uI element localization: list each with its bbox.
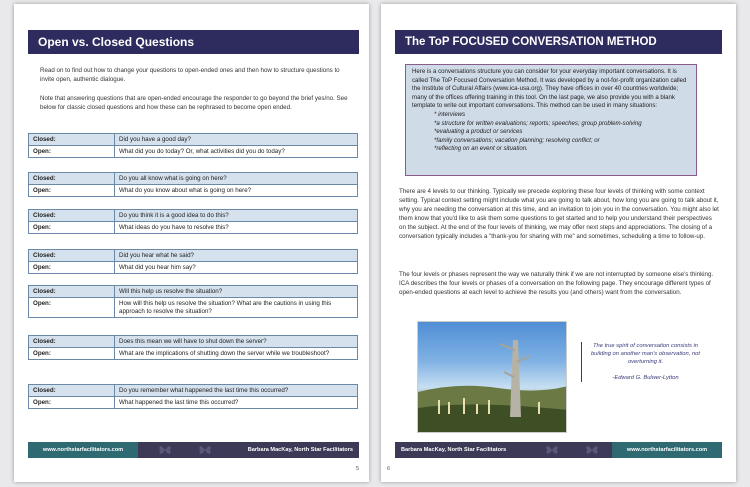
tree-illustration	[418, 322, 567, 433]
situation-list	[412, 111, 690, 154]
closed-label: Closed:	[29, 210, 115, 221]
footer-url[interactable]: www.northstarfacilitators.com	[28, 442, 138, 458]
qa-pair	[28, 133, 358, 158]
left-page	[14, 4, 369, 482]
left-page-title: Open vs. Closed Questions	[28, 30, 359, 54]
list-item: *family conversations; vacation planning; resolving conflict; or	[434, 136, 600, 144]
closed-label: Closed:	[29, 286, 115, 297]
quote-block	[581, 342, 701, 382]
right-page	[381, 4, 736, 482]
list-item: *reflecting on an event or situation.	[434, 145, 528, 153]
qa-pair	[28, 172, 358, 197]
open-question: What do you know about what is going on here?	[119, 186, 252, 194]
butterfly-icon	[158, 443, 172, 457]
qa-pair	[28, 285, 358, 318]
footer-author	[395, 442, 612, 458]
phases-paragraph: The four levels or phases represent the way we naturally think if we are not interrupted by someone else's thinking. ICA describes the four levels or phases of a conversation on the following page. They encourage different types of open-ended questions at each level to achieve the results you (and others) want from the conversation.	[399, 271, 714, 296]
footer-author	[138, 442, 359, 458]
footer-name-text: Barbara MacKay, North Star Facilitators	[401, 447, 507, 453]
tree-photo	[417, 321, 567, 433]
open-label: Open:	[29, 222, 115, 233]
method-intro-text: Here is a conversations structure you can consider for your everyday important conversations. It is called The ToP Focused Conversation Method. It was developed by a not-for-profit organization called the Institute of Cultural Affairs (www.ica-usa.org). They have offices in over 40 countries worldwide; many of the offices offering training in this tool. On the last page, we also provide you with a blank template to write out important conversations. This method can be used in many situations:	[412, 68, 687, 110]
butterfly-icon	[545, 443, 559, 457]
list-item: *evaluating a product or services	[434, 128, 523, 136]
quote-text: The true spirit of conversation consists in building on another man's observation, not overturning it.	[590, 343, 701, 365]
open-label: Open:	[29, 262, 115, 273]
closed-question: Did you hear what he said?	[119, 251, 194, 259]
closed-label: Closed:	[29, 250, 115, 261]
open-question: What ideas do you have to resolve this?	[119, 223, 229, 231]
open-question: What did you hear him say?	[119, 263, 196, 271]
open-label: Open:	[29, 185, 115, 196]
closed-question: Do you think it is a good idea to do this?	[119, 211, 229, 219]
closed-question: Does this mean we will have to shut down the server?	[119, 337, 267, 345]
qa-pair	[28, 384, 358, 409]
open-label: Open:	[29, 146, 115, 157]
open-question: What did you do today? Or, what activities did you do today?	[119, 147, 285, 155]
quote-author: -Edward G. Bulwer-Lytton	[612, 375, 679, 381]
closed-question: Did you have a good day?	[119, 135, 191, 143]
closed-label: Closed:	[29, 336, 115, 347]
butterfly-icon	[585, 443, 599, 457]
right-page-title: The ToP FOCUSED CONVERSATION METHOD	[395, 30, 722, 54]
intro-paragraph-1: Read on to find out how to change your questions to open-ended ones and then how to structure questions to invite open, authentic dialogue.	[40, 67, 340, 83]
right-footer	[395, 442, 722, 458]
left-footer	[28, 442, 359, 458]
open-question: What are the implications of shutting down the server while we troubleshoot?	[119, 349, 330, 357]
list-item: *a structure for written evaluations; reports; speeches; group problem-solving	[434, 119, 642, 127]
open-label: Open:	[29, 298, 115, 317]
list-item: * interviews	[434, 110, 466, 118]
butterfly-icon	[198, 443, 212, 457]
closed-question: Do you all know what is going on here?	[119, 174, 227, 182]
open-question: What happened the last time this occurred?	[119, 398, 239, 406]
qa-pair	[28, 335, 358, 360]
open-label: Open:	[29, 397, 115, 408]
closed-label: Closed:	[29, 134, 115, 145]
footer-url[interactable]: www.northstarfacilitators.com	[612, 442, 722, 458]
closed-label: Closed:	[29, 385, 115, 396]
page-number: 5	[355, 466, 359, 472]
closed-question: Do you remember what happened the last time this occurred?	[119, 386, 289, 394]
qa-pair	[28, 249, 358, 274]
levels-paragraph: There are 4 levels to our thinking. Typically we precede exploring these four levels of thinking with some context setting. Typical context setting might include what you are going to talk about, how long you are going to talk about it, why you are needing the conversation at this time, and an invitation to join you in the conversation. You might also let them know that you'd like to ask them some questions to get started and to help you understand their perspectives on the subject. At the end of the four levels of thinking, we may offer next steps and appreciations. The closing of a conversation typically includes a "thank-you for sharing with me" and sometimes, scheduling a time to follow-up.	[399, 188, 719, 240]
page-number: 6	[387, 466, 391, 472]
intro-paragraph-2: Note that answering questions that are open-ended encourage the responder to go beyond the brief yes/no. See below for classic closed questions and how these can be rephrased to become open ended.	[40, 95, 348, 111]
open-label: Open:	[29, 348, 115, 359]
closed-label: Closed:	[29, 173, 115, 184]
method-intro-box	[405, 64, 697, 176]
qa-pair	[28, 209, 358, 234]
open-question: How will this help us resolve the situation? What are the cautions in using this approach to resolve the situation?	[119, 299, 332, 315]
closed-question: Will this help us resolve the situation?	[119, 287, 223, 295]
footer-name-text: Barbara MacKay, North Star Facilitators	[247, 447, 353, 453]
